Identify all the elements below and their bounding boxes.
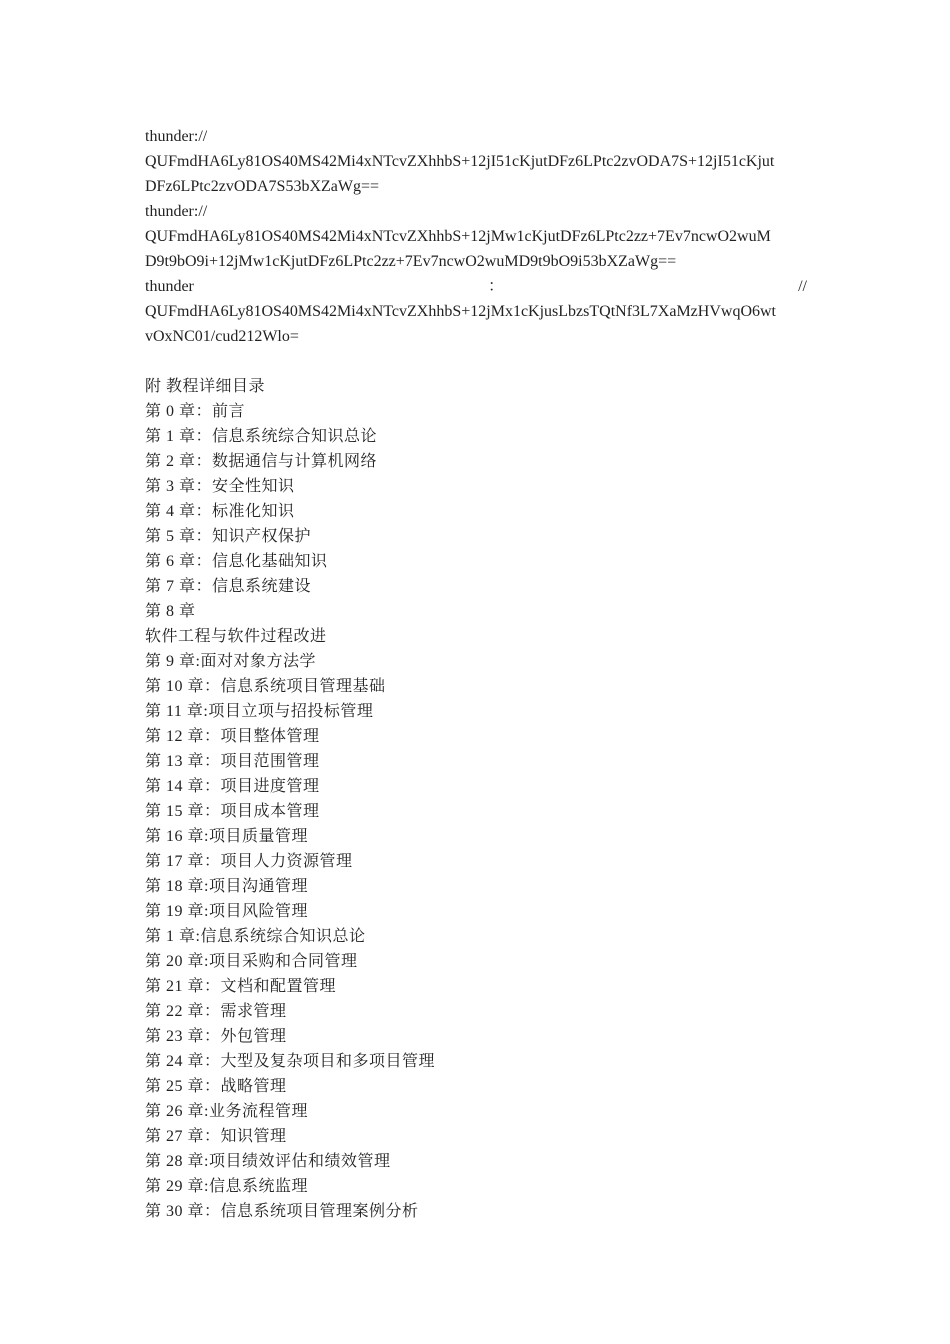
toc-item: 第 3 章：安全性知识 [145, 478, 295, 495]
toc-item: 第 25 章：战略管理 [145, 1078, 287, 1095]
toc-item: 软件工程与软件过程改进 [145, 628, 327, 645]
toc-item: 第 6 章：信息化基础知识 [145, 553, 328, 570]
toc-item: 第 27 章：知识管理 [145, 1128, 287, 1145]
toc-item: 第 5 章：知识产权保护 [145, 528, 312, 545]
toc-item: 第 1 章：信息系统综合知识总论 [145, 428, 378, 445]
table-of-contents [145, 374, 807, 1224]
link-split-line[interactable] [145, 274, 807, 299]
document-body [145, 124, 807, 1224]
toc-item: 第 15 章：项目成本管理 [145, 803, 320, 820]
toc-item: 第 2 章：数据通信与计算机网络 [145, 453, 378, 470]
toc-item: 第 23 章：外包管理 [145, 1028, 287, 1045]
link-line[interactable]: D9t9bO9i+12jMw1cKjutDFz6LPtc2zz+7Ev7ncwO2wuMD9t9bO9i53bXZaWg== [145, 253, 677, 270]
toc-item: 第 13 章：项目范围管理 [145, 753, 320, 770]
link-split-colon: ： [487, 278, 504, 295]
toc-item: 第 28 章:项目绩效评估和绩效管理 [145, 1153, 391, 1170]
link-split-right: // [798, 278, 807, 295]
link-split-left: thunder [145, 278, 194, 295]
toc-item: 第 21 章：文档和配置管理 [145, 978, 337, 995]
thunder-links-block [145, 124, 807, 349]
toc-item: 第 24 章：大型及复杂项目和多项目管理 [145, 1053, 436, 1070]
toc-item: 第 11 章:项目立项与招投标管理 [145, 703, 374, 720]
toc-item: 第 1 章:信息系统综合知识总论 [145, 928, 366, 945]
toc-heading: 附 教程详细目录 [145, 378, 266, 395]
toc-item: 第 4 章：标准化知识 [145, 503, 295, 520]
toc-item: 第 29 章:信息系统监理 [145, 1178, 308, 1195]
toc-item: 第 26 章:业务流程管理 [145, 1103, 308, 1120]
toc-item: 第 30 章：信息系统项目管理案例分析 [145, 1203, 419, 1220]
link-line[interactable]: DFz6LPtc2zvODA7S53bXZaWg== [145, 178, 380, 195]
toc-item: 第 9 章:面对对象方法学 [145, 653, 316, 670]
toc-item: 第 0 章：前言 [145, 403, 246, 420]
toc-item: 第 16 章:项目质量管理 [145, 828, 308, 845]
toc-item: 第 17 章：项目人力资源管理 [145, 853, 353, 870]
toc-item: 第 22 章：需求管理 [145, 1003, 287, 1020]
toc-item: 第 20 章:项目采购和合同管理 [145, 953, 358, 970]
link-line[interactable]: vOxNC01/cud212Wlo= [145, 328, 299, 345]
toc-item: 第 7 章：信息系统建设 [145, 578, 312, 595]
link-line[interactable]: thunder:// [145, 128, 208, 145]
toc-item: 第 12 章：项目整体管理 [145, 728, 320, 745]
toc-item: 第 8 章 [145, 603, 196, 620]
link-line[interactable]: QUFmdHA6Ly81OS40MS42Mi4xNTcvZXhhbS+12jI51cKjutDFz6LPtc2zvODA7S+12jI51cKjut [145, 153, 775, 170]
toc-item: 第 18 章:项目沟通管理 [145, 878, 308, 895]
spacer [145, 349, 807, 374]
link-line[interactable]: QUFmdHA6Ly81OS40MS42Mi4xNTcvZXhhbS+12jMx1cKjusLbzsTQtNf3L7XaMzHVwqO6wt [145, 303, 776, 320]
toc-item: 第 14 章：项目进度管理 [145, 778, 320, 795]
link-line[interactable]: QUFmdHA6Ly81OS40MS42Mi4xNTcvZXhhbS+12jMw1cKjutDFz6LPtc2zz+7Ev7ncwO2wuM [145, 228, 771, 245]
toc-item: 第 19 章:项目风险管理 [145, 903, 308, 920]
link-line[interactable]: thunder:// [145, 203, 208, 220]
toc-item: 第 10 章：信息系统项目管理基础 [145, 678, 386, 695]
